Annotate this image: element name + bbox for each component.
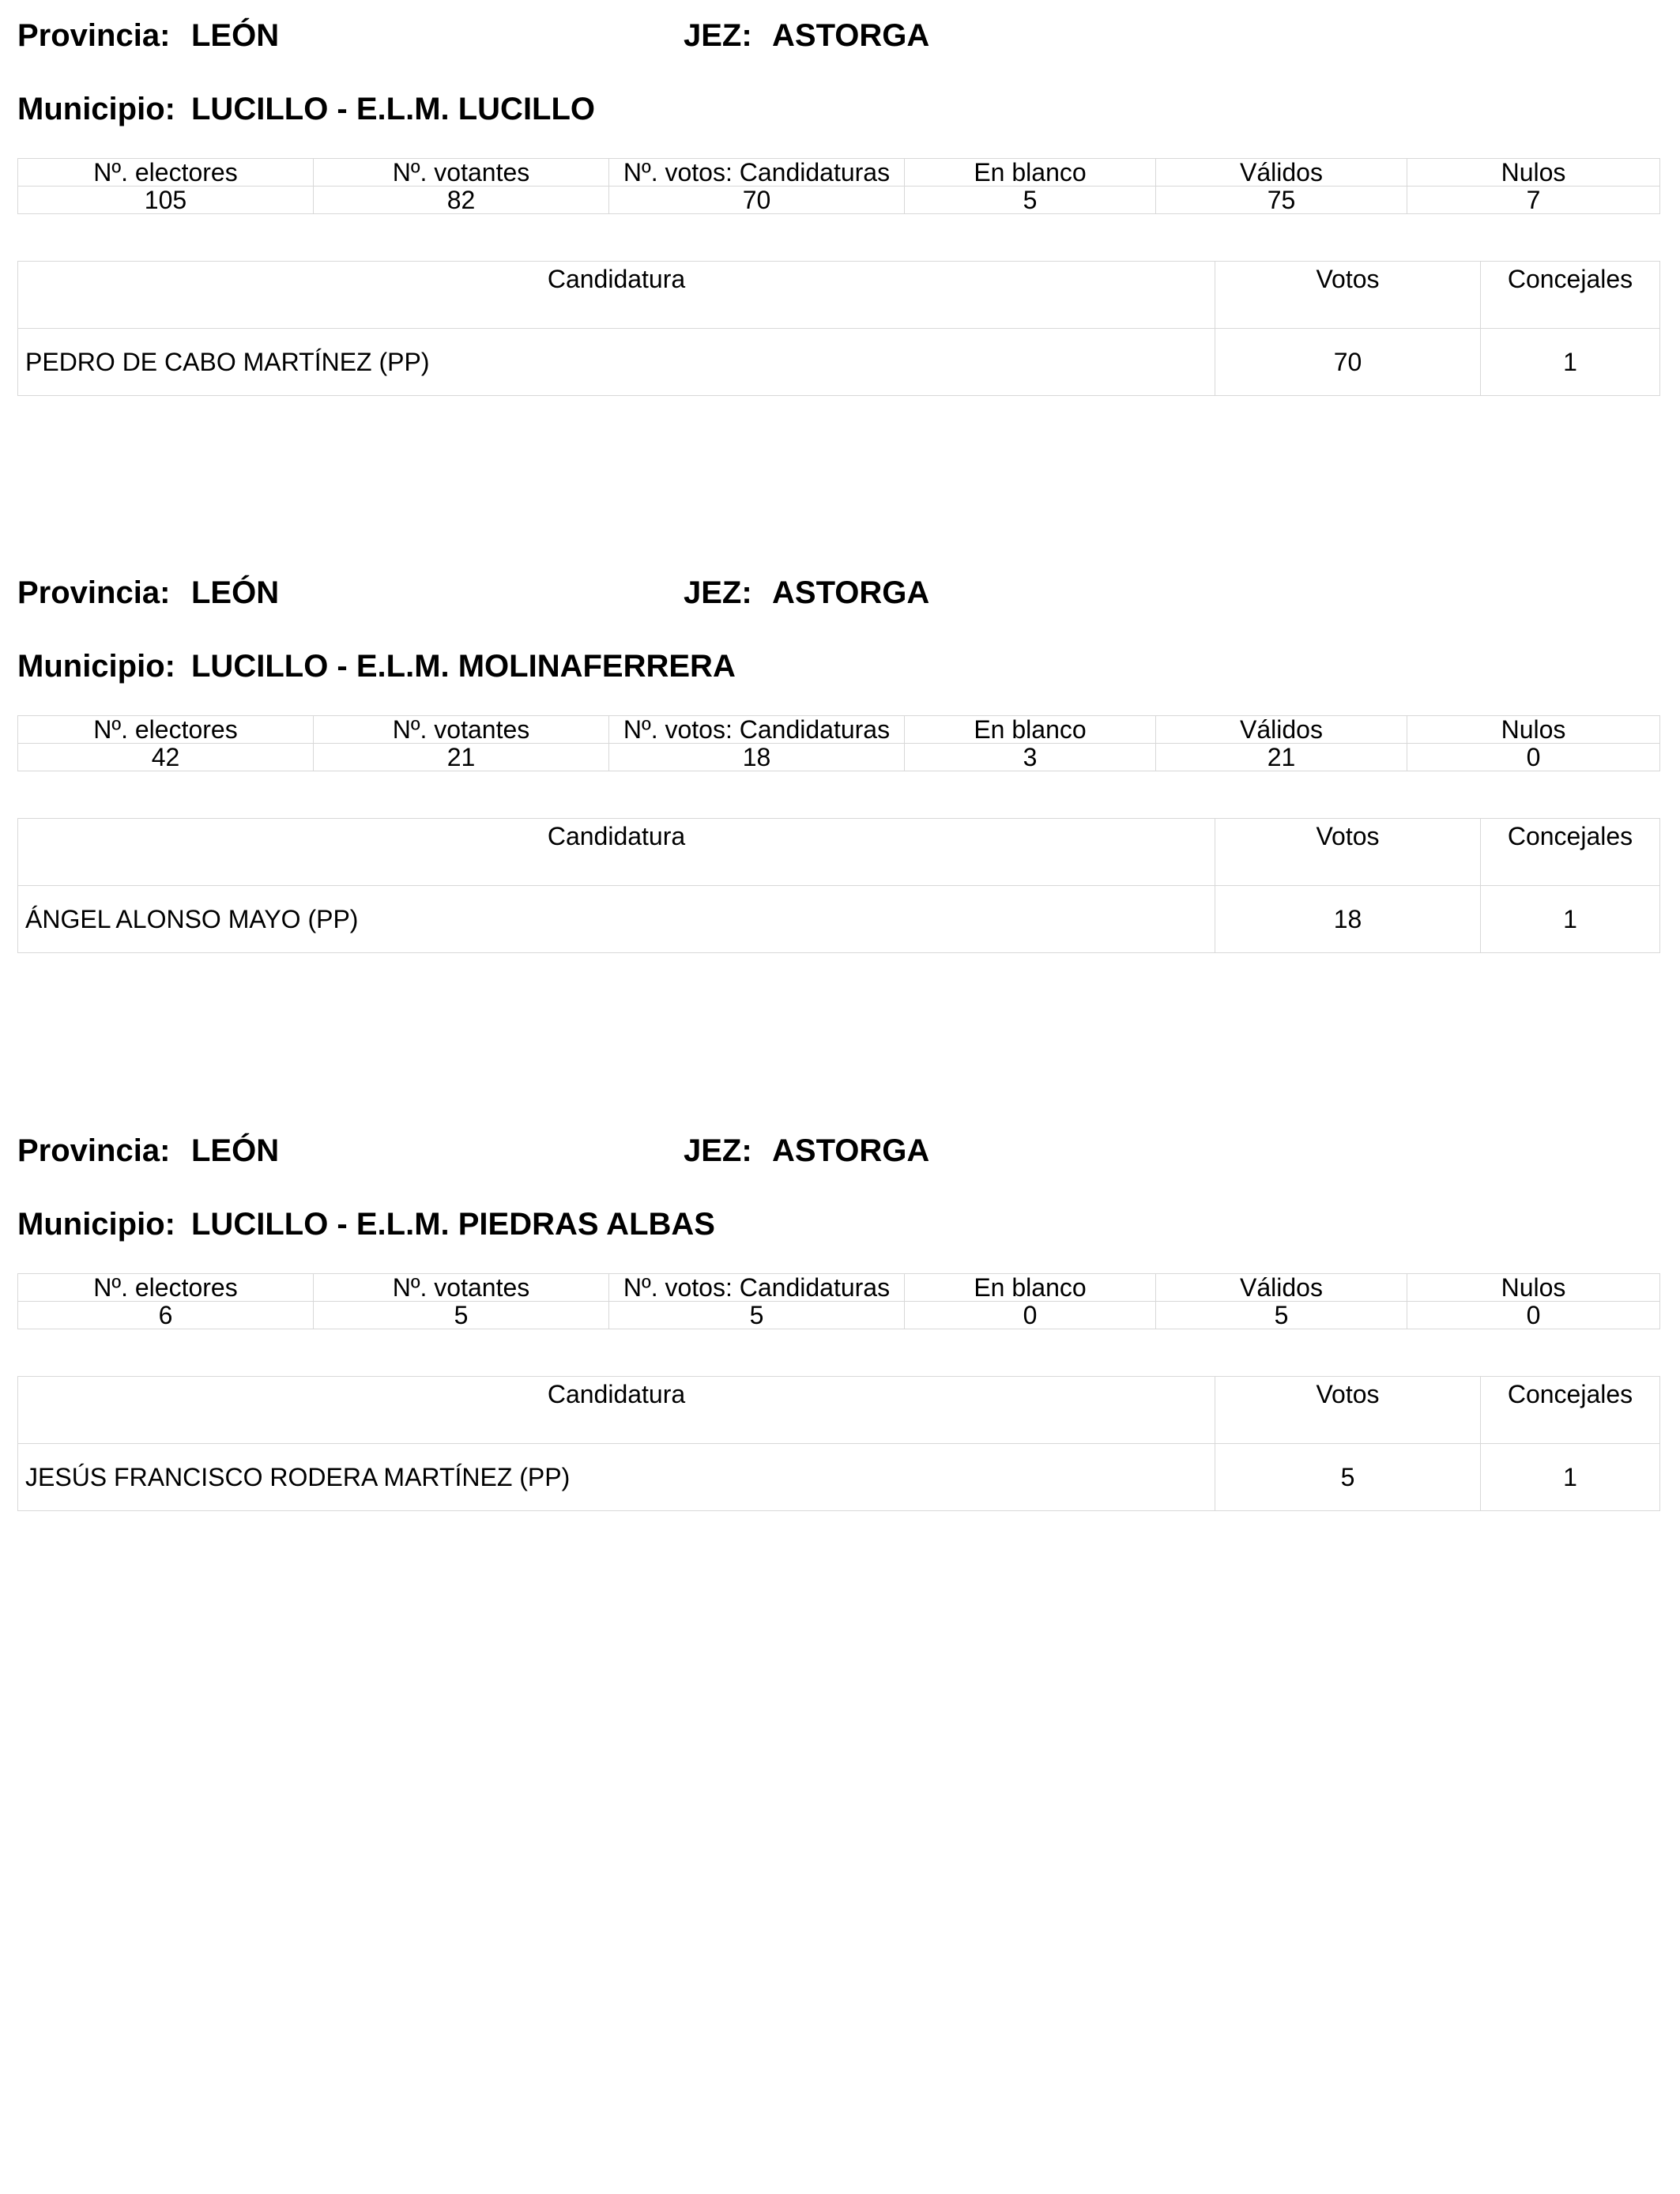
stats-value-nulos: 7 xyxy=(1407,187,1660,214)
stats-header-nulos: Nulos xyxy=(1407,716,1660,744)
stats-value-row xyxy=(18,187,1660,214)
stats-value-votantes: 21 xyxy=(314,744,609,771)
header-concejales: Concejales xyxy=(1481,262,1660,329)
stats-table xyxy=(17,1273,1660,1329)
stats-header-electores: Nº. electores xyxy=(18,159,314,187)
candidate-concejales: 1 xyxy=(1481,886,1660,953)
candidate-concejales: 1 xyxy=(1481,329,1660,396)
header-candidatura: Candidatura xyxy=(18,819,1215,886)
candidate-name: ÁNGEL ALONSO MAYO (PP) xyxy=(18,886,1215,953)
stats-header-votos-candidaturas: Nº. votos: Candidaturas xyxy=(609,1274,905,1302)
candidates-header-row xyxy=(18,262,1660,329)
candidate-votos: 18 xyxy=(1215,886,1481,953)
stats-header-votantes: Nº. votantes xyxy=(314,1274,609,1302)
stats-header-validos: Válidos xyxy=(1156,1274,1407,1302)
jez-label: JEZ: xyxy=(684,1133,752,1168)
provincia-value: LEÓN xyxy=(191,18,280,53)
stats-value-row xyxy=(18,1302,1660,1329)
jez-value: ASTORGA xyxy=(772,18,930,53)
candidate-concejales: 1 xyxy=(1481,1444,1660,1511)
candidate-row xyxy=(18,329,1660,396)
stats-value-row xyxy=(18,744,1660,771)
stats-value-validos: 5 xyxy=(1156,1302,1407,1329)
stats-header-votantes: Nº. votantes xyxy=(314,159,609,187)
candidates-header-row xyxy=(18,819,1660,886)
municipio-value: LUCILLO - E.L.M. MOLINAFERRERA xyxy=(191,649,736,684)
municipio-label: Municipio: xyxy=(17,649,175,684)
provincia-label: Provincia: xyxy=(17,18,171,53)
header-votos: Votos xyxy=(1215,819,1481,886)
stats-header-row xyxy=(18,159,1660,187)
stats-value-votantes: 82 xyxy=(314,187,609,214)
stats-header-en-blanco: En blanco xyxy=(905,716,1156,744)
stats-value-votos-candidaturas: 5 xyxy=(609,1302,905,1329)
stats-table xyxy=(17,158,1660,214)
provincia-label: Provincia: xyxy=(17,575,171,610)
candidate-name: JESÚS FRANCISCO RODERA MARTÍNEZ (PP) xyxy=(18,1444,1215,1511)
stats-value-en-blanco: 5 xyxy=(905,187,1156,214)
jez-value: ASTORGA xyxy=(772,575,930,610)
stats-header-votos-candidaturas: Nº. votos: Candidaturas xyxy=(609,159,905,187)
candidate-row xyxy=(18,886,1660,953)
stats-value-en-blanco: 0 xyxy=(905,1302,1156,1329)
stats-header-validos: Válidos xyxy=(1156,159,1407,187)
candidate-votos: 70 xyxy=(1215,329,1481,396)
stats-value-electores: 105 xyxy=(18,187,314,214)
candidate-row xyxy=(18,1444,1660,1511)
stats-table xyxy=(17,715,1660,771)
candidates-table xyxy=(17,261,1660,396)
provincia-label: Provincia: xyxy=(17,1133,171,1168)
stats-value-nulos: 0 xyxy=(1407,1302,1660,1329)
stats-value-validos: 21 xyxy=(1156,744,1407,771)
stats-value-electores: 6 xyxy=(18,1302,314,1329)
header-candidatura: Candidatura xyxy=(18,1377,1215,1444)
stats-header-nulos: Nulos xyxy=(1407,159,1660,187)
stats-header-en-blanco: En blanco xyxy=(905,1274,1156,1302)
stats-header-row xyxy=(18,1274,1660,1302)
jez-value: ASTORGA xyxy=(772,1133,930,1168)
header-votos: Votos xyxy=(1215,1377,1481,1444)
header-votos: Votos xyxy=(1215,262,1481,329)
jez-label: JEZ: xyxy=(684,575,752,610)
stats-header-row xyxy=(18,716,1660,744)
stats-header-en-blanco: En blanco xyxy=(905,159,1156,187)
provincia-value: LEÓN xyxy=(191,1133,280,1168)
jez-label: JEZ: xyxy=(684,18,752,53)
stats-value-validos: 75 xyxy=(1156,187,1407,214)
municipio-value: LUCILLO - E.L.M. PIEDRAS ALBAS xyxy=(191,1207,715,1242)
stats-header-electores: Nº. electores xyxy=(18,716,314,744)
candidates-table xyxy=(17,818,1660,953)
municipio-value: LUCILLO - E.L.M. LUCILLO xyxy=(191,92,596,126)
stats-header-votos-candidaturas: Nº. votos: Candidaturas xyxy=(609,716,905,744)
candidates-table xyxy=(17,1376,1660,1511)
header-candidatura: Candidatura xyxy=(18,262,1215,329)
stats-value-votantes: 5 xyxy=(314,1302,609,1329)
stats-header-nulos: Nulos xyxy=(1407,1274,1660,1302)
candidate-name: PEDRO DE CABO MARTÍNEZ (PP) xyxy=(18,329,1215,396)
provincia-value: LEÓN xyxy=(191,575,280,610)
candidate-votos: 5 xyxy=(1215,1444,1481,1511)
stats-header-votantes: Nº. votantes xyxy=(314,716,609,744)
municipio-label: Municipio: xyxy=(17,1207,175,1242)
municipio-label: Municipio: xyxy=(17,92,175,126)
stats-value-en-blanco: 3 xyxy=(905,744,1156,771)
stats-header-validos: Válidos xyxy=(1156,716,1407,744)
candidates-header-row xyxy=(18,1377,1660,1444)
stats-value-nulos: 0 xyxy=(1407,744,1660,771)
stats-value-votos-candidaturas: 70 xyxy=(609,187,905,214)
header-concejales: Concejales xyxy=(1481,819,1660,886)
stats-value-votos-candidaturas: 18 xyxy=(609,744,905,771)
stats-header-electores: Nº. electores xyxy=(18,1274,314,1302)
header-concejales: Concejales xyxy=(1481,1377,1660,1444)
stats-value-electores: 42 xyxy=(18,744,314,771)
